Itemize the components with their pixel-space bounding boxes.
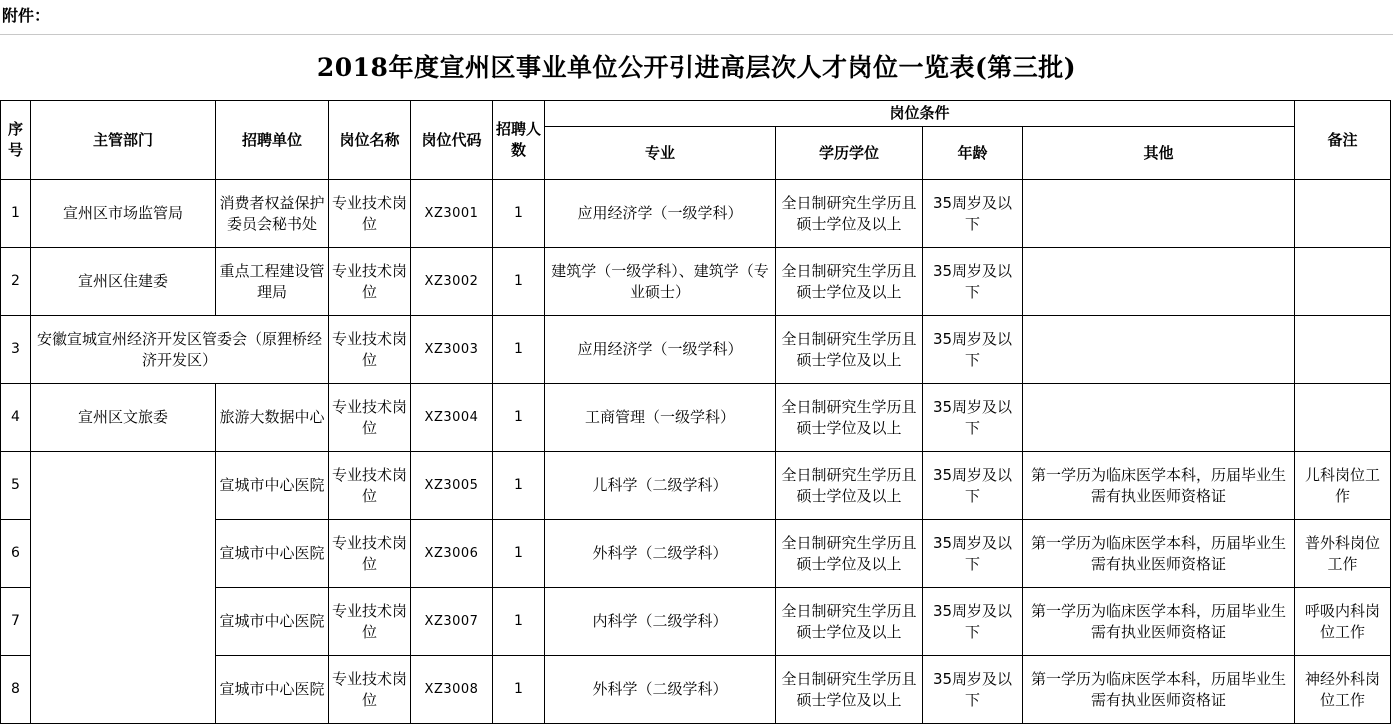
cell-unit: 宣城市中心医院 (216, 452, 329, 520)
cell-unit: 宣城市中心医院 (216, 588, 329, 656)
cell-position-name: 专业技术岗位 (329, 656, 411, 724)
cell-department (31, 452, 216, 724)
cell-age: 35周岁及以下 (923, 316, 1023, 384)
cell-other: 第一学历为临床医学本科，历届毕业生需有执业医师资格证 (1023, 588, 1295, 656)
cell-age: 35周岁及以下 (923, 248, 1023, 316)
cell-position-name: 专业技术岗位 (329, 180, 411, 248)
cell-major: 儿科学（二级学科） (545, 452, 776, 520)
cell-department: 宣州区文旅委 (31, 384, 216, 452)
table-body (1, 180, 1391, 724)
cell-major: 应用经济学（一级学科） (545, 180, 776, 248)
cell-education: 全日制研究生学历且硕士学位及以上 (776, 656, 923, 724)
cell-seq: 6 (1, 520, 31, 588)
cell-count: 1 (493, 588, 545, 656)
header-seq: 序号 (1, 101, 31, 180)
cell-major: 应用经济学（一级学科） (545, 316, 776, 384)
cell-department: 宣州区住建委 (31, 248, 216, 316)
table-row (1, 316, 1391, 384)
cell-age: 35周岁及以下 (923, 452, 1023, 520)
cell-major: 内科学（二级学科） (545, 588, 776, 656)
cell-education: 全日制研究生学历且硕士学位及以上 (776, 588, 923, 656)
cell-count: 1 (493, 180, 545, 248)
cell-education: 全日制研究生学历且硕士学位及以上 (776, 316, 923, 384)
cell-major: 工商管理（一级学科） (545, 384, 776, 452)
header-conditions: 岗位条件 (545, 101, 1295, 127)
header-count: 招聘人数 (493, 101, 545, 180)
cell-department: 安徽宣城宣州经济开发区管委会（原狸桥经济开发区） (31, 316, 329, 384)
table-row (1, 384, 1391, 452)
header-remark: 备注 (1295, 101, 1391, 180)
cell-count: 1 (493, 452, 545, 520)
cell-age: 35周岁及以下 (923, 180, 1023, 248)
header-unit: 招聘单位 (216, 101, 329, 180)
header-major: 专业 (545, 127, 776, 180)
cell-remark: 普外科岗位工作 (1295, 520, 1391, 588)
positions-table (0, 100, 1391, 724)
table-row (1, 180, 1391, 248)
cell-position-code: XZ3002 (411, 248, 493, 316)
cell-count: 1 (493, 656, 545, 724)
cell-seq: 4 (1, 384, 31, 452)
cell-age: 35周岁及以下 (923, 384, 1023, 452)
cell-count: 1 (493, 520, 545, 588)
cell-education: 全日制研究生学历且硕士学位及以上 (776, 248, 923, 316)
cell-other (1023, 180, 1295, 248)
cell-age: 35周岁及以下 (923, 588, 1023, 656)
cell-seq: 1 (1, 180, 31, 248)
cell-remark (1295, 384, 1391, 452)
cell-position-code: XZ3008 (411, 656, 493, 724)
cell-remark: 呼吸内科岗位工作 (1295, 588, 1391, 656)
cell-position-code: XZ3003 (411, 316, 493, 384)
header-age: 年龄 (923, 127, 1023, 180)
cell-seq: 7 (1, 588, 31, 656)
table-row (1, 452, 1391, 520)
cell-count: 1 (493, 316, 545, 384)
table-row (1, 248, 1391, 316)
cell-major: 外科学（二级学科） (545, 656, 776, 724)
cell-remark (1295, 248, 1391, 316)
cell-education: 全日制研究生学历且硕士学位及以上 (776, 180, 923, 248)
cell-remark: 儿科岗位工作 (1295, 452, 1391, 520)
top-divider (0, 34, 1393, 35)
cell-unit: 旅游大数据中心 (216, 384, 329, 452)
header-position-code: 岗位代码 (411, 101, 493, 180)
cell-unit: 重点工程建设管理局 (216, 248, 329, 316)
cell-education: 全日制研究生学历且硕士学位及以上 (776, 384, 923, 452)
cell-major: 建筑学（一级学科）、建筑学（专业硕士） (545, 248, 776, 316)
cell-position-name: 专业技术岗位 (329, 316, 411, 384)
header-other: 其他 (1023, 127, 1295, 180)
table-header (1, 101, 1391, 180)
cell-position-code: XZ3004 (411, 384, 493, 452)
cell-education: 全日制研究生学历且硕士学位及以上 (776, 520, 923, 588)
header-position-name: 岗位名称 (329, 101, 411, 180)
cell-position-name: 专业技术岗位 (329, 384, 411, 452)
cell-other: 第一学历为临床医学本科，历届毕业生需有执业医师资格证 (1023, 656, 1295, 724)
cell-unit: 宣城市中心医院 (216, 520, 329, 588)
cell-position-code: XZ3006 (411, 520, 493, 588)
cell-major: 外科学（二级学科） (545, 520, 776, 588)
cell-other (1023, 316, 1295, 384)
cell-position-name: 专业技术岗位 (329, 520, 411, 588)
cell-unit: 消费者权益保护委员会秘书处 (216, 180, 329, 248)
cell-seq: 8 (1, 656, 31, 724)
header-department: 主管部门 (31, 101, 216, 180)
cell-position-name: 专业技术岗位 (329, 452, 411, 520)
cell-other (1023, 248, 1295, 316)
attachment-label: 附件： (2, 6, 51, 25)
cell-position-code: XZ3005 (411, 452, 493, 520)
cell-remark (1295, 180, 1391, 248)
cell-remark (1295, 316, 1391, 384)
cell-other: 第一学历为临床医学本科，历届毕业生需有执业医师资格证 (1023, 452, 1295, 520)
cell-age: 35周岁及以下 (923, 656, 1023, 724)
cell-seq: 5 (1, 452, 31, 520)
cell-count: 1 (493, 248, 545, 316)
cell-position-code: XZ3007 (411, 588, 493, 656)
cell-department: 宣州区市场监管局 (31, 180, 216, 248)
cell-position-code: XZ3001 (411, 180, 493, 248)
cell-count: 1 (493, 384, 545, 452)
cell-seq: 3 (1, 316, 31, 384)
cell-other: 第一学历为临床医学本科，历届毕业生需有执业医师资格证 (1023, 520, 1295, 588)
cell-education: 全日制研究生学历且硕士学位及以上 (776, 452, 923, 520)
cell-other (1023, 384, 1295, 452)
cell-age: 35周岁及以下 (923, 520, 1023, 588)
cell-unit: 宣城市中心医院 (216, 656, 329, 724)
page-title: 2018年度宣州区事业单位公开引进高层次人才岗位一览表(第三批) (316, 53, 1077, 82)
cell-position-name: 专业技术岗位 (329, 248, 411, 316)
cell-remark: 神经外科岗位工作 (1295, 656, 1391, 724)
header-education: 学历学位 (776, 127, 923, 180)
cell-position-name: 专业技术岗位 (329, 588, 411, 656)
cell-seq: 2 (1, 248, 31, 316)
